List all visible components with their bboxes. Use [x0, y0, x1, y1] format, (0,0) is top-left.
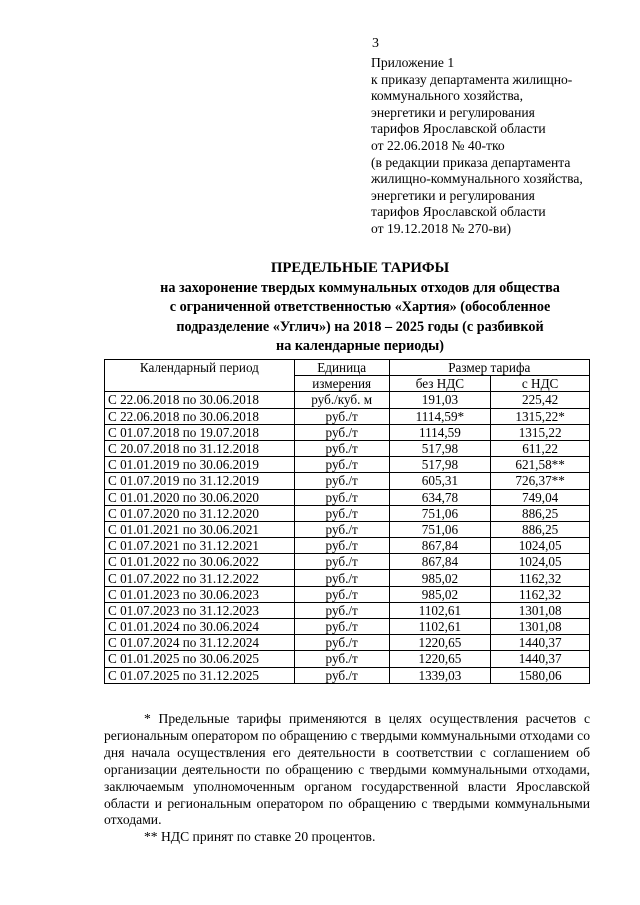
- cell-net: 517,98: [389, 440, 491, 456]
- cell-net: 1102,61: [389, 619, 491, 635]
- header-net: без НДС: [389, 376, 491, 392]
- cell-net: 1114,59*: [389, 408, 491, 424]
- table-row: [105, 440, 590, 456]
- cell-unit: руб./т: [294, 667, 389, 683]
- appendix-line: к приказу департамента жилищно-: [371, 71, 573, 87]
- cell-net: 634,78: [389, 489, 491, 505]
- title-line: на календарные периоды): [276, 338, 444, 354]
- cell-period: С 01.01.2019 по 30.06.2019: [105, 457, 295, 473]
- cell-period: С 01.01.2023 по 30.06.2023: [105, 586, 295, 602]
- cell-vat: 225,42: [491, 392, 590, 408]
- table-row: [105, 473, 590, 489]
- cell-period: С 01.01.2020 по 30.06.2020: [105, 489, 295, 505]
- cell-vat: 1301,08: [491, 602, 590, 618]
- cell-period: С 01.07.2019 по 31.12.2019: [105, 473, 295, 489]
- cell-period: С 22.06.2018 по 30.06.2018: [105, 392, 295, 408]
- cell-unit: руб./т: [294, 457, 389, 473]
- cell-unit: руб./т: [294, 538, 389, 554]
- cell-vat: 1315,22*: [491, 408, 590, 424]
- appendix-line: (в редакции приказа департамента: [371, 154, 571, 170]
- cell-unit: руб./т: [294, 440, 389, 456]
- appendix-line: энергетики и регулирования: [371, 187, 535, 203]
- header-period: Календарный период: [105, 360, 295, 392]
- cell-vat: 1580,06: [491, 667, 590, 683]
- header-tariff: Размер тарифа: [389, 360, 589, 376]
- table-row: [105, 424, 590, 440]
- table-row: [105, 619, 590, 635]
- cell-unit: руб./т: [294, 521, 389, 537]
- cell-net: 867,84: [389, 554, 491, 570]
- table-row: [105, 667, 590, 683]
- table-row: [105, 521, 590, 537]
- cell-vat: 1024,05: [491, 538, 590, 554]
- appendix-line: энергетики и регулирования: [371, 104, 535, 120]
- cell-vat: 1301,08: [491, 619, 590, 635]
- cell-unit: руб./т: [294, 505, 389, 521]
- cell-unit: руб./куб. м: [294, 392, 389, 408]
- appendix-line: от 19.12.2018 № 270-ви): [371, 220, 512, 236]
- cell-vat: 886,25: [491, 505, 590, 521]
- table-row: [105, 635, 590, 651]
- cell-vat: 621,58**: [491, 457, 590, 473]
- cell-net: 1114,59: [389, 424, 491, 440]
- table-row: [105, 457, 590, 473]
- table-row: [105, 586, 590, 602]
- cell-period: С 01.01.2022 по 30.06.2022: [105, 554, 295, 570]
- cell-unit: руб./т: [294, 408, 389, 424]
- notes-block: [104, 711, 590, 846]
- cell-unit: руб./т: [294, 619, 389, 635]
- appendix-line: тарифов Ярославской области: [371, 204, 546, 220]
- title-line: на захоронение твердых коммунальных отходов для общества: [160, 279, 560, 296]
- cell-net: 985,02: [389, 586, 491, 602]
- cell-net: 867,84: [389, 538, 491, 554]
- appendix-block: [371, 55, 633, 238]
- table-row: [105, 408, 590, 424]
- title-line: с ограниченной ответственностью «Хартия» (обособленное: [169, 299, 551, 315]
- table-row: [105, 602, 590, 618]
- cell-vat: 1162,32: [491, 586, 590, 602]
- cell-period: С 01.07.2021 по 31.12.2021: [105, 538, 295, 554]
- cell-unit: руб./т: [294, 489, 389, 505]
- cell-period: С 01.01.2021 по 30.06.2021: [105, 521, 295, 537]
- footnote-1: * Предельные тарифы применяются в целях осуществления расчетов с региональным оператором по обращению с твердыми коммунальными отходами со дня начала осуществления его деятельности в соответствии с соглашением об организации деятельности по обращению с твердыми коммунальными отходами, заключаемым уполномоченным органом государственной власти Ярославской области и региональным оператором по обращению с твердыми коммунальными отходами.: [104, 711, 590, 828]
- cell-period: С 20.07.2018 по 31.12.2018: [105, 440, 295, 456]
- cell-net: 1220,65: [389, 651, 491, 667]
- header-unit: Единица: [294, 360, 389, 376]
- cell-unit: руб./т: [294, 651, 389, 667]
- cell-vat: 1315,22: [491, 424, 590, 440]
- table-row: [105, 554, 590, 570]
- cell-period: С 01.07.2025 по 31.12.2025: [105, 667, 295, 683]
- cell-vat: 1440,37: [491, 635, 590, 651]
- cell-net: 751,06: [389, 505, 491, 521]
- cell-net: 605,31: [389, 473, 491, 489]
- cell-net: 191,03: [389, 392, 491, 408]
- table-row: [105, 570, 590, 586]
- cell-net: 1339,03: [389, 667, 491, 683]
- cell-period: С 01.07.2020 по 31.12.2020: [105, 505, 295, 521]
- cell-unit: руб./т: [294, 554, 389, 570]
- appendix-line: коммунального хозяйства,: [371, 88, 523, 104]
- cell-net: 751,06: [389, 521, 491, 537]
- cell-period: С 01.07.2023 по 31.12.2023: [105, 602, 295, 618]
- cell-period: С 22.06.2018 по 30.06.2018: [105, 408, 295, 424]
- table-row: [105, 392, 590, 408]
- header-unit-2: измерения: [294, 376, 389, 392]
- title-line: подразделение «Углич») на 2018 – 2025 годы (с разбивкой: [176, 318, 544, 335]
- table-row: [105, 538, 590, 554]
- title-main: ПРЕДЕЛЬНЫЕ ТАРИФЫ: [270, 260, 450, 276]
- cell-period: С 01.01.2025 по 30.06.2025: [105, 651, 295, 667]
- cell-vat: 1024,05: [491, 554, 590, 570]
- cell-unit: руб./т: [294, 586, 389, 602]
- cell-period: С 01.07.2024 по 31.12.2024: [105, 635, 295, 651]
- table-row: [105, 505, 590, 521]
- page-number: 3: [372, 36, 379, 51]
- cell-unit: руб./т: [294, 424, 389, 440]
- header-vat: с НДС: [491, 376, 590, 392]
- cell-unit: руб./т: [294, 473, 389, 489]
- appendix-line: жилищно-коммунального хозяйства,: [371, 171, 583, 187]
- cell-period: С 01.01.2024 по 30.06.2024: [105, 619, 295, 635]
- cell-net: 1220,65: [389, 635, 491, 651]
- cell-period: С 01.07.2018 по 19.07.2018: [105, 424, 295, 440]
- cell-unit: руб./т: [294, 570, 389, 586]
- document-title: [100, 259, 620, 357]
- cell-vat: 1162,32: [491, 570, 590, 586]
- cell-unit: руб./т: [294, 635, 389, 651]
- cell-period: С 01.07.2022 по 31.12.2022: [105, 570, 295, 586]
- cell-vat: 611,22: [491, 440, 590, 456]
- cell-vat: 1440,37: [491, 651, 590, 667]
- tariff-table: [104, 359, 590, 684]
- appendix-line: Приложение 1: [371, 55, 455, 70]
- cell-net: 1102,61: [389, 602, 491, 618]
- appendix-line: от 22.06.2018 № 40-тко: [371, 137, 505, 153]
- footnote-2: ** НДС принят по ставке 20 процентов.: [144, 829, 376, 845]
- table-row: [105, 651, 590, 667]
- cell-unit: руб./т: [294, 602, 389, 618]
- table-row: [105, 489, 590, 505]
- cell-vat: 749,04: [491, 489, 590, 505]
- cell-vat: 726,37**: [491, 473, 590, 489]
- appendix-line: тарифов Ярославской области: [371, 121, 546, 137]
- cell-net: 985,02: [389, 570, 491, 586]
- cell-net: 517,98: [389, 457, 491, 473]
- cell-vat: 886,25: [491, 521, 590, 537]
